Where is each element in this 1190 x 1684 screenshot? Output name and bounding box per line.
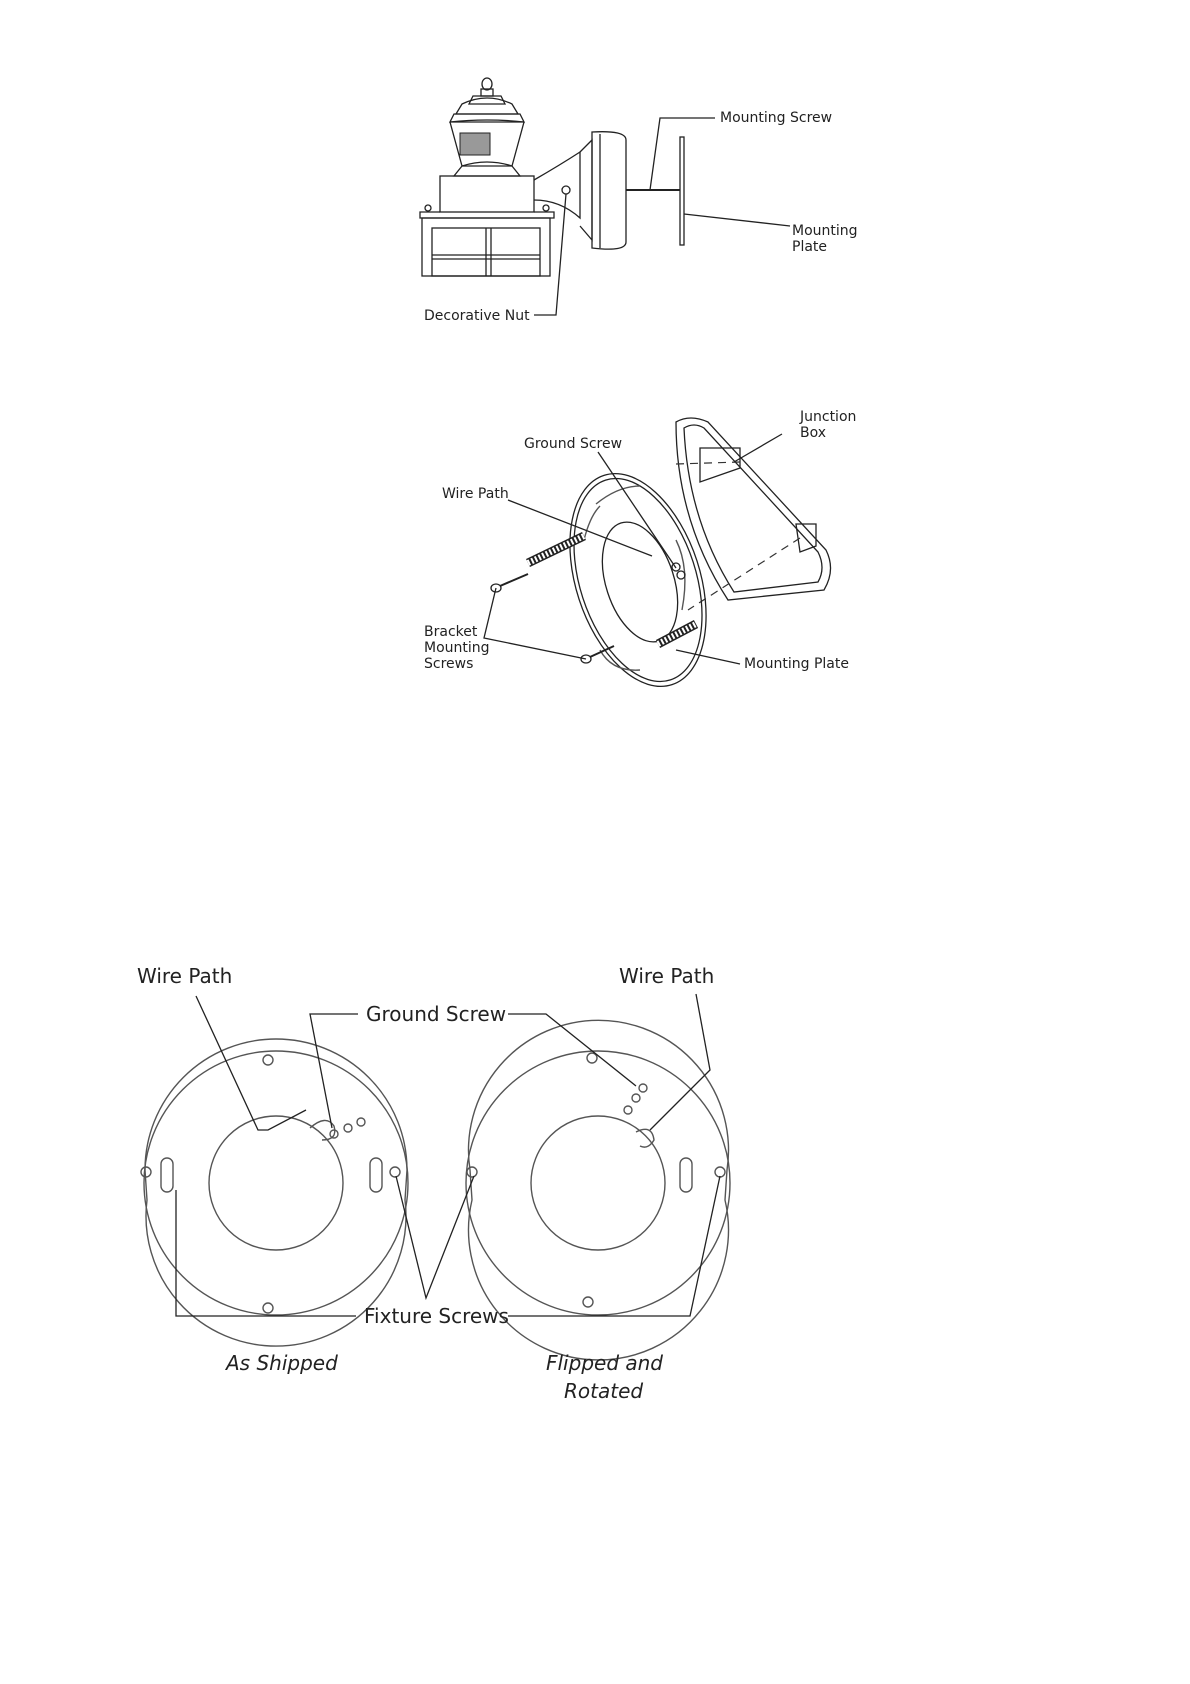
label-wire-path-left: Wire Path [137, 964, 233, 988]
mounting-plate-illustration [545, 456, 731, 704]
label-junction-box-line2: Box [800, 425, 827, 441]
figure3-leader-lines [176, 994, 720, 1316]
label-mounting-plate: Mounting Plate [744, 656, 849, 672]
figure-exploded-mounting [424, 409, 856, 704]
label-mounting-screw: Mounting Screw [720, 110, 833, 126]
label-bracket-line3: Screws [424, 656, 474, 672]
label-fixture-screws: Fixture Screws [364, 1304, 509, 1328]
caption-flipped-line1: Flipped and [546, 1351, 663, 1375]
label-bracket-line1: Bracket [424, 624, 478, 640]
label-junction-box-line1: Junction [800, 409, 857, 425]
plate-as-shipped [141, 1039, 408, 1346]
label-ground-screw: Ground Screw [524, 436, 623, 452]
caption-as-shipped: As Shipped [226, 1351, 338, 1375]
figure1-leader-lines [534, 118, 790, 315]
label-mounting-plate-line1: Mounting [792, 223, 858, 239]
label-mounting-plate-line2: Plate [792, 239, 828, 255]
label-ground-screw-large: Ground Screw [366, 1002, 507, 1026]
junction-box-illustration [676, 418, 831, 610]
label-bracket-line2: Mounting [424, 640, 490, 656]
figure-fixture-side-view [420, 78, 858, 324]
label-wire-path-right: Wire Path [619, 964, 715, 988]
label-wire-path: Wire Path [442, 486, 509, 502]
figure-plate-orientations [137, 964, 730, 1403]
label-decorative-nut: Decorative Nut [424, 308, 530, 324]
lantern-fixture-illustration [420, 78, 684, 276]
caption-flipped-line2: Rotated [564, 1379, 644, 1403]
